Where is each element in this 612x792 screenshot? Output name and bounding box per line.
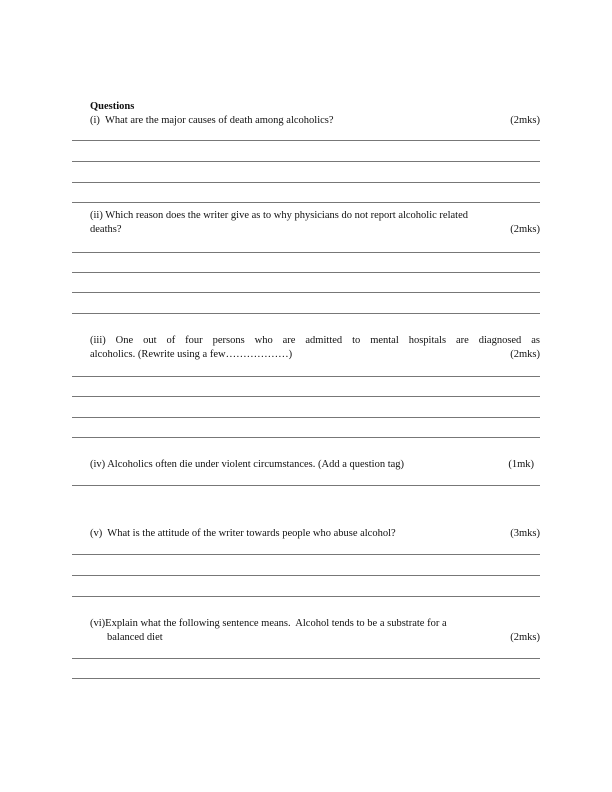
questions-heading: Questions	[90, 101, 135, 112]
answer-line[interactable]	[72, 313, 540, 314]
question-2	[90, 209, 540, 237]
answer-line[interactable]	[72, 161, 540, 162]
marks-label: (2mks)	[510, 115, 540, 126]
question-text: (v) What is the attitude of the writer towards people who abuse alcohol?	[90, 528, 396, 539]
answer-line[interactable]	[72, 417, 540, 418]
answer-line[interactable]	[72, 202, 540, 203]
marks-label: (3mks)	[510, 528, 540, 539]
answer-line[interactable]	[72, 376, 540, 377]
question-text: balanced diet	[107, 632, 163, 643]
question-3	[90, 334, 540, 362]
answer-line[interactable]	[72, 140, 540, 141]
answer-line[interactable]	[72, 485, 540, 486]
marks-label: (1mk)	[508, 459, 534, 470]
answer-line[interactable]	[72, 658, 540, 659]
question-text: (iii) One out of four persons who are admitted to mental hospitals are diagnosed as	[90, 335, 540, 346]
question-1	[90, 114, 540, 128]
marks-label: (2mks)	[510, 224, 540, 235]
answer-line[interactable]	[72, 272, 540, 273]
answer-line[interactable]	[72, 396, 540, 397]
answer-line[interactable]	[72, 252, 540, 253]
answer-line[interactable]	[72, 182, 540, 183]
question-5	[90, 527, 540, 541]
question-text: (iv) Alcoholics often die under violent circumstances. (Add a question tag)	[90, 459, 405, 470]
answer-line[interactable]	[72, 678, 540, 679]
answer-line[interactable]	[72, 554, 540, 555]
question-text: (ii) Which reason does the writer give as to why physicians do not report alcoholic related	[90, 210, 468, 221]
marks-label: (2mks)	[510, 349, 540, 360]
answer-line[interactable]	[72, 437, 540, 438]
answer-line[interactable]	[72, 575, 540, 576]
marks-label: (2mks)	[510, 632, 540, 643]
question-text: deaths?	[90, 224, 122, 235]
question-text: (vi)Explain what the following sentence means. Alcohol tends to be a substrate for a	[90, 618, 447, 629]
question-text: (i) What are the major causes of death among alcoholics?	[90, 115, 334, 126]
question-4	[90, 458, 540, 472]
question-6	[90, 617, 540, 645]
question-text: alcoholics. (Rewrite using a few………………)	[90, 349, 293, 360]
answer-line[interactable]	[72, 292, 540, 293]
answer-line[interactable]	[72, 596, 540, 597]
